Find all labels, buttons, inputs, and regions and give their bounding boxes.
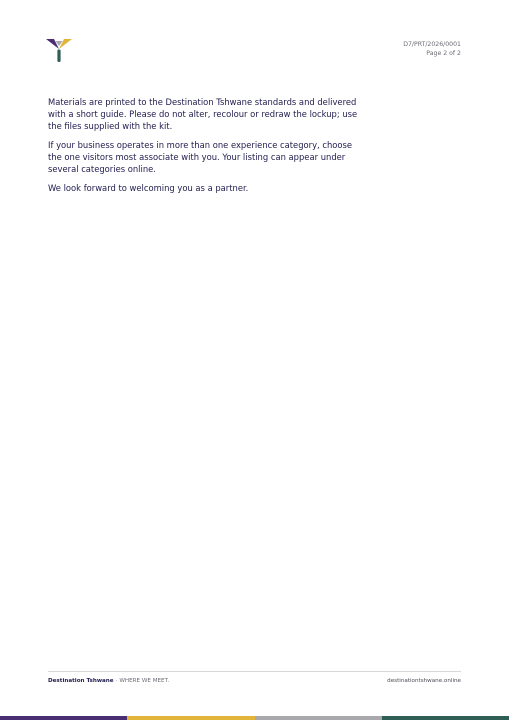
footer-tagline: WHERE WE MEET. xyxy=(119,678,170,684)
footer-separator: · xyxy=(115,678,118,684)
body-paragraph-3: We look forward to welcoming you as a partner. xyxy=(48,182,249,193)
footer-divider xyxy=(48,671,461,672)
document-reference xyxy=(403,40,461,58)
footer-brand-line xyxy=(48,677,169,685)
page-indicator: Page 2 of 2 xyxy=(426,50,461,57)
reference-number: D7/PRT/2026/0001 xyxy=(403,41,461,48)
body-paragraph-1: Materials are printed to the Destination Tshwane standards and delivered with a short guide. Please do not alter, recolour or redraw the lockup; use the files supplied with the kit. xyxy=(48,97,358,132)
footer-website: destinationtshwane.online xyxy=(387,678,461,684)
page-footer xyxy=(48,677,461,685)
body-paragraph-2: If your business operates in more than one experience category, choose the one visitors most associate with you. Your listing can appear under several categories online. xyxy=(48,139,353,175)
color-strip-green xyxy=(382,716,509,720)
color-strip-gold xyxy=(127,716,254,720)
brand-logo xyxy=(46,37,73,64)
brand-color-strip xyxy=(0,716,509,720)
color-strip-purple xyxy=(0,716,127,720)
destination-tshwane-y-mark-icon xyxy=(46,37,73,64)
color-strip-grey xyxy=(255,716,382,720)
letter-body xyxy=(48,96,366,200)
footer-brand-name: Destination Tshwane xyxy=(48,678,114,684)
